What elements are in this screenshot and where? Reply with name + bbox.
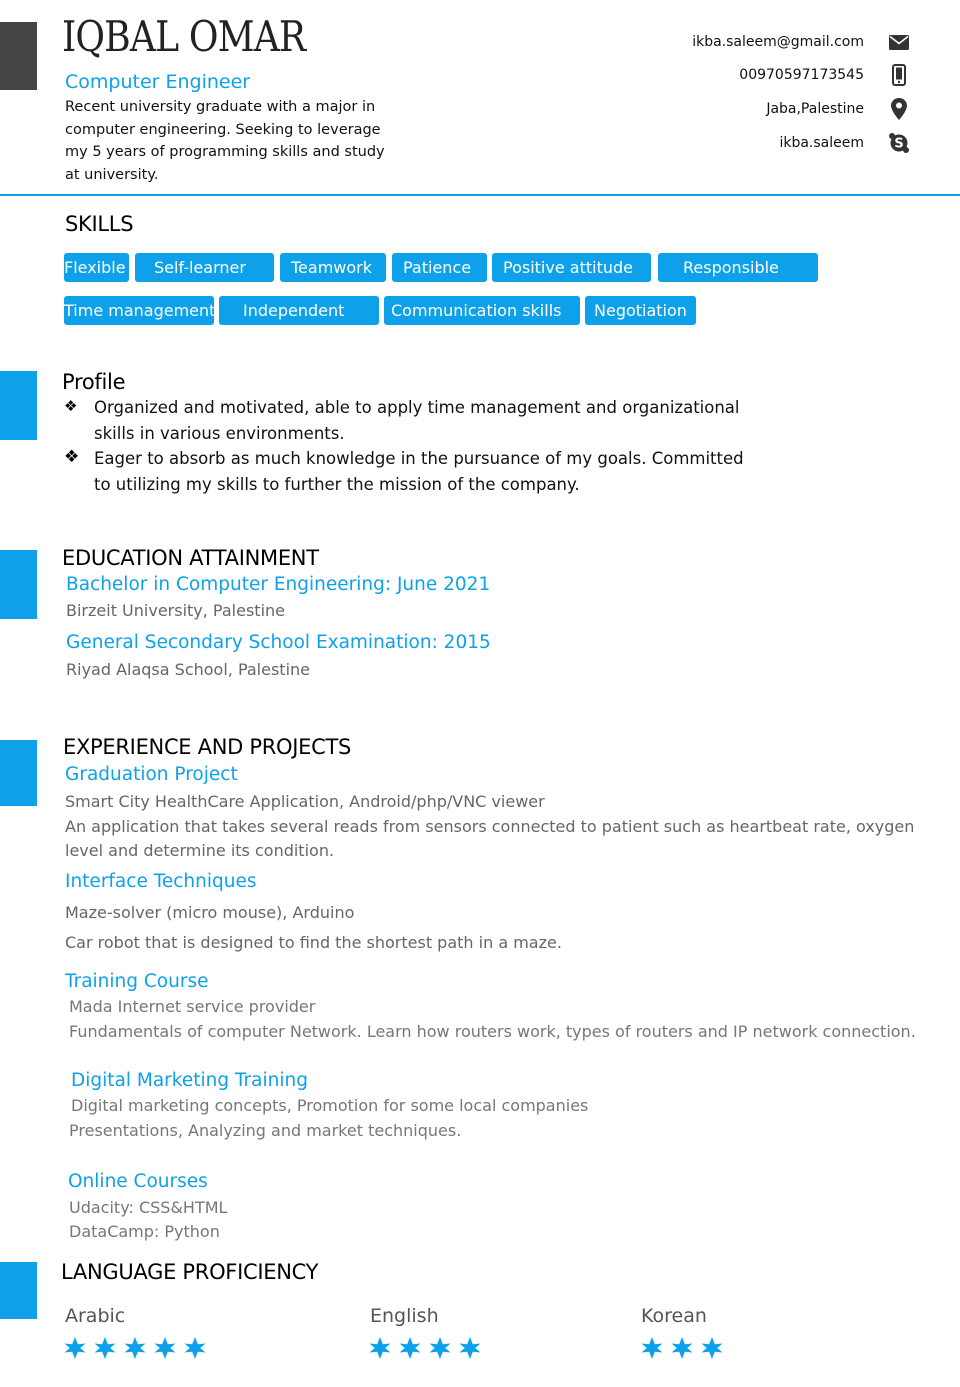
education-heading: EDUCATION ATTAINMENT (62, 546, 319, 570)
profile-section-marker (0, 371, 37, 440)
project-detail: Digital marketing concepts, Promotion for some local companies (71, 1096, 589, 1115)
profile-bullet: Organized and motivated, able to apply time management and organizational skills in various environments. (94, 398, 740, 443)
star-icon (368, 1336, 392, 1360)
star-icon (153, 1336, 177, 1360)
mobile-phone-icon (888, 64, 910, 86)
language-rating (640, 1336, 724, 1360)
skill-pill: Time management (64, 296, 214, 325)
language-name: Arabic (65, 1305, 126, 1327)
education-title: Bachelor in Computer Engineering: June 2021 (66, 574, 491, 595)
project-title: Interface Techniques (65, 871, 257, 892)
skype-icon (888, 132, 910, 154)
star-icon (428, 1336, 452, 1360)
project-detail: Car robot that is designed to find the shortest path in a maze. (65, 933, 562, 952)
skill-pill: Positive attitude (492, 253, 651, 282)
contact-skype[interactable]: ikba.saleem (779, 135, 864, 151)
star-icon (398, 1336, 422, 1360)
star-icon (63, 1336, 87, 1360)
project-detail: Udacity: CSS&HTML (69, 1198, 228, 1217)
header-accent-bar (0, 22, 37, 90)
star-icon (700, 1336, 724, 1360)
profile-heading: Profile (62, 370, 126, 394)
project-detail: Mada Internet service provider (69, 997, 316, 1016)
star-icon (123, 1336, 147, 1360)
summary-text: Recent university graduate with a major in computer engineering. Seeking to leverage my 5 years of programming skills and study at university. (65, 99, 385, 183)
project-detail: Smart City HealthCare Application, Android/php/VNC viewer (65, 792, 545, 811)
project-detail: DataCamp: Python (69, 1222, 220, 1241)
contact-location: Jaba,Palestine (766, 101, 864, 117)
skill-pill: Flexible (64, 253, 129, 282)
skill-pill: Negotiation (585, 296, 696, 325)
job-title: Computer Engineer (65, 71, 251, 93)
star-icon (183, 1336, 207, 1360)
skill-pill: Independent (219, 296, 379, 325)
language-name: English (370, 1305, 439, 1327)
language-section-marker (0, 1262, 37, 1319)
svg-text:S: S (894, 136, 904, 152)
education-place: Riyad Alaqsa School, Palestine (66, 660, 311, 679)
education-title: General Secondary School Examination: 2015 (66, 632, 491, 653)
star-icon (458, 1336, 482, 1360)
contact-email[interactable]: ikba.saleem@gmail.com (692, 34, 864, 50)
skill-pill: Self-learner (135, 253, 274, 282)
project-detail: An application that takes several reads from sensors connected to patient such as heartbeat rate, oxygen (65, 817, 915, 836)
language-rating (63, 1336, 207, 1360)
diamond-bullet-icon: ❖ (64, 447, 80, 467)
header-divider (0, 194, 960, 196)
candidate-name: IQBAL OMAR (62, 12, 306, 61)
project-detail: level and determine its condition. (65, 841, 335, 860)
skill-pill: Responsible (658, 253, 818, 282)
experience-section-marker (0, 740, 37, 806)
skill-pill: Teamwork (280, 253, 386, 282)
map-pin-icon (888, 98, 910, 120)
star-icon (670, 1336, 694, 1360)
diamond-bullet-icon: ❖ (64, 397, 78, 415)
star-icon (640, 1336, 664, 1360)
skill-pill: Communication skills (384, 296, 580, 325)
education-section-marker (0, 550, 37, 619)
skills-heading: SKILLS (65, 212, 134, 236)
education-place: Birzeit University, Palestine (66, 601, 285, 620)
project-title: Online Courses (68, 1171, 208, 1192)
project-detail: Presentations, Analyzing and market techniques. (69, 1121, 462, 1140)
project-title: Training Course (65, 971, 209, 992)
project-detail: Fundamentals of computer Network. Learn how routers work, types of routers and IP network connection. (69, 1022, 916, 1041)
language-name: Korean (641, 1305, 707, 1327)
contact-phone[interactable]: 00970597173545 (739, 67, 864, 83)
project-title: Graduation Project (65, 764, 238, 785)
project-title: Digital Marketing Training (71, 1070, 308, 1091)
skill-pill: Patience (392, 253, 487, 282)
profile-bullet: Eager to absorb as much knowledge in the pursuance of my goals. Committed to utilizing my skills to further the mission of the company. (94, 449, 744, 494)
project-detail: Maze-solver (micro mouse), Arduino (65, 903, 355, 922)
language-heading: LANGUAGE PROFICIENCY (61, 1260, 319, 1284)
experience-heading: EXPERIENCE AND PROJECTS (63, 735, 352, 759)
language-rating (368, 1336, 482, 1360)
envelope-icon (888, 31, 910, 53)
star-icon (93, 1336, 117, 1360)
